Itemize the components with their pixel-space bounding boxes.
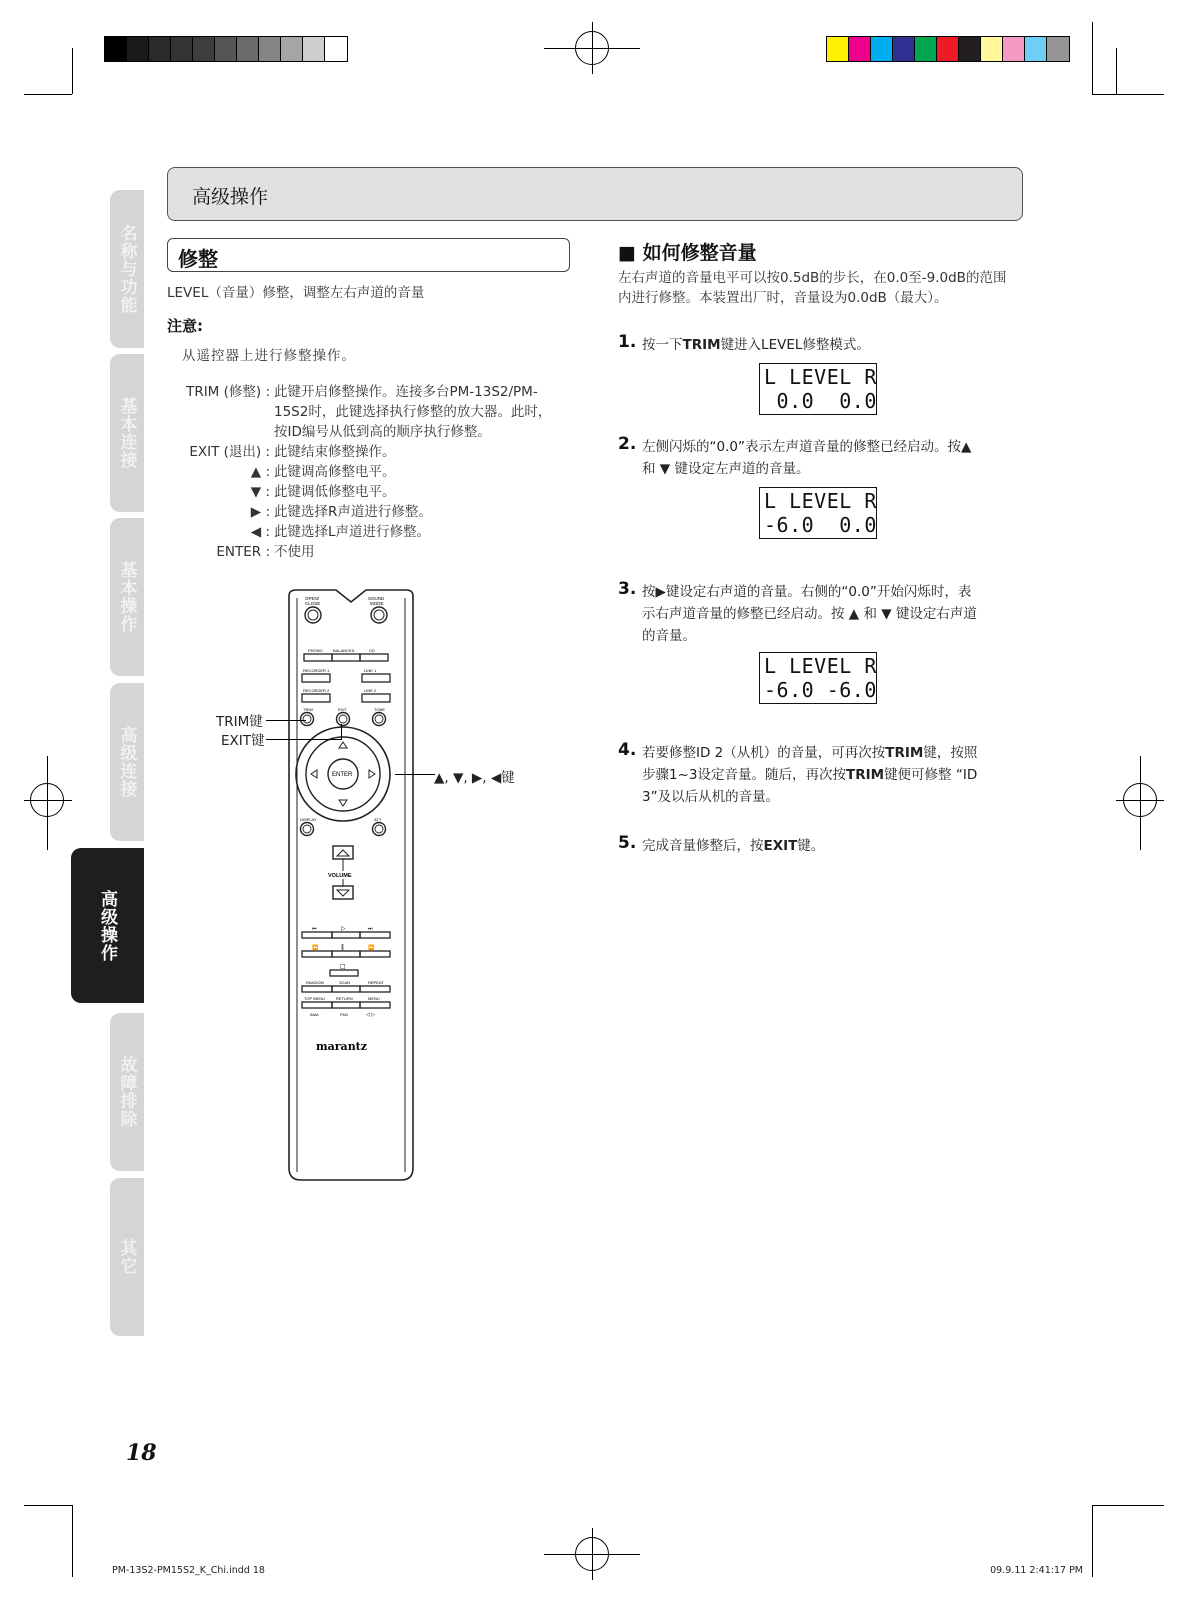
lcd-row-label: L LEVEL R [764, 489, 877, 513]
key-label: ▼ : [250, 484, 270, 500]
svg-text:CD: CD [369, 648, 375, 653]
svg-text:TRIM: TRIM [303, 707, 313, 712]
color-swatch [1047, 37, 1069, 61]
key-description: 不使用 [274, 544, 315, 560]
svg-text:⏮: ⏮ [312, 926, 317, 932]
trim-intro: LEVEL（音量）修整，调整左右声道的音量 [167, 285, 425, 301]
color-swatch [915, 37, 937, 61]
page-number: 18 [126, 1440, 157, 1466]
color-swatch [827, 37, 849, 61]
side-tab[interactable] [110, 683, 144, 841]
intro-line: 内进行修整。本装置出厂时，音量设为0.0dB（最大）。 [618, 290, 948, 306]
gray-scale-bar [104, 36, 348, 62]
lcd-display [759, 487, 877, 539]
key-label: ▶ : [250, 504, 270, 520]
color-swatch [127, 37, 149, 61]
lcd-display [759, 363, 877, 415]
open-close-label: OPEN/ [305, 596, 320, 601]
key-description: 此键开启修整操作。连接多台PM-13S2/PM- [274, 384, 538, 400]
side-tab-label: 故障排除 [116, 1056, 137, 1128]
color-swatch [937, 37, 959, 61]
svg-text:◁ ▷: ◁ ▷ [366, 1012, 376, 1018]
svg-text:RECORDER 1: RECORDER 1 [303, 668, 330, 673]
side-tab-label: 高级连接 [116, 726, 137, 798]
step-text: 左侧闪烁的“0.0”表示左声道音量的修整已经启动。按▲ [642, 439, 972, 455]
footer-file: PM-13S2-PM15S2_K_Chi.indd 18 [112, 1565, 265, 1576]
svg-text:ATT: ATT [374, 817, 382, 822]
side-tab-label: 名称与功能 [116, 224, 137, 314]
key-label: ENTER : [216, 544, 270, 560]
exit-callout: EXIT键 [221, 733, 265, 749]
svg-text:EXIT: EXIT [338, 707, 347, 712]
color-swatch [105, 37, 127, 61]
how-to-heading: ■ 如何修整音量 [618, 242, 757, 264]
enter-label: ENTER [332, 772, 353, 778]
key-label: ◀ : [250, 524, 270, 540]
step-text: 和 ▼ 键设定左声道的音量。 [642, 461, 810, 477]
key-description: 此键结束修整操作。 [274, 444, 396, 460]
side-tab[interactable] [110, 190, 144, 348]
lcd-row-label: L LEVEL R [764, 654, 877, 678]
side-tab[interactable] [110, 354, 144, 512]
svg-text:TOP MENU: TOP MENU [304, 996, 325, 1001]
svg-text:SCAN: SCAN [339, 980, 351, 985]
lcd-display [759, 652, 877, 704]
note-heading: 注意: [167, 317, 203, 335]
color-swatch [325, 37, 347, 61]
key-description: 此键选择R声道进行修整。 [274, 504, 432, 520]
key-label: TRIM (修整) : [186, 384, 270, 400]
step-text: 完成音量修整后，按EXIT键。 [642, 838, 825, 854]
color-swatch [1003, 37, 1025, 61]
color-swatch [215, 37, 237, 61]
step-text: 的音量。 [642, 628, 696, 644]
step-text: 步骤1~3设定音量。随后，再次按TRIM键便可修整 “ID [642, 767, 978, 783]
lcd-row-label: L LEVEL R [764, 365, 877, 389]
key-description: 此键选择L声道进行修整。 [274, 524, 431, 540]
color-swatch [893, 37, 915, 61]
side-tab-label: 基本操作 [116, 561, 137, 633]
color-swatch [959, 37, 981, 61]
section-title-box [167, 238, 570, 272]
side-tab[interactable] [110, 1013, 144, 1171]
svg-text:TONE: TONE [374, 707, 386, 712]
svg-text:FM/I: FM/I [340, 1012, 348, 1017]
side-tab-label: 基本连接 [116, 397, 137, 469]
trim-callout: TRIM键 [216, 714, 263, 730]
svg-text:BALANCED: BALANCED [333, 648, 355, 653]
sound-mode-label: SOUND [368, 596, 385, 601]
svg-text:⏭: ⏭ [368, 926, 373, 932]
page-title: 高级操作 [192, 186, 269, 208]
side-tab[interactable] [71, 848, 144, 1003]
side-tab[interactable] [110, 1178, 144, 1336]
lcd-row-value: 0.0 0.0 [764, 389, 877, 413]
svg-text:RECORDER 2: RECORDER 2 [303, 688, 330, 693]
svg-text:RANDOM: RANDOM [306, 980, 324, 985]
svg-text:‖: ‖ [341, 944, 344, 951]
brand-logo: marantz [316, 1040, 368, 1053]
color-swatch [981, 37, 1003, 61]
svg-text:DISPLAY: DISPLAY [300, 817, 317, 822]
color-swatch [1025, 37, 1047, 61]
remote-control-illustration [286, 588, 416, 1182]
svg-text:RETURN: RETURN [336, 996, 353, 1001]
svg-text:LINE 1: LINE 1 [364, 668, 377, 673]
lcd-row-value: -6.0 0.0 [764, 513, 877, 537]
color-swatch [149, 37, 171, 61]
color-swatch [281, 37, 303, 61]
footer-timestamp: 09.9.11 2:41:17 PM [990, 1565, 1083, 1576]
step-text: 若要修整ID 2（从机）的音量，可再次按TRIM键，按照 [642, 745, 978, 761]
intro-line: 左右声道的音量电平可以按0.5dB的步长，在0.0至-9.0dB的范围 [618, 270, 1007, 286]
key-label: EXIT (退出) : [189, 444, 270, 460]
svg-text:LINE 2: LINE 2 [364, 688, 377, 693]
svg-text:CLOSE: CLOSE [305, 601, 321, 606]
key-description: 此键调低修整电平。 [274, 484, 396, 500]
color-scale-bar [826, 36, 1070, 62]
svg-text:MENU: MENU [368, 996, 380, 1001]
key-description: 按ID编号从低到高的顺序执行修整。 [274, 424, 491, 440]
color-swatch [849, 37, 871, 61]
step-number: 4. [618, 740, 637, 760]
step-number: 2. [618, 434, 637, 454]
color-swatch [237, 37, 259, 61]
arrows-callout: ▲, ▼, ▶, ◀键 [434, 770, 515, 786]
side-tab-label: 高级操作 [97, 889, 117, 962]
remote-svg [286, 588, 416, 1182]
svg-text:⏩: ⏩ [368, 945, 375, 951]
side-tab[interactable] [110, 518, 144, 676]
step-text: 示右声道音量的修整已经启动。按 ▲ 和 ▼ 键设定右声道 [642, 606, 977, 622]
color-swatch [303, 37, 325, 61]
step-text: 3”及以后从机的音量。 [642, 789, 780, 805]
svg-text:PHONO: PHONO [308, 648, 323, 653]
key-description: 15S2时，此键选择执行修整的放大器。此时， [274, 404, 552, 420]
step-text: 按▶键设定右声道的音量。右侧的“0.0”开始闪烁时，表 [642, 584, 972, 600]
volume-label: VOLUME [328, 873, 352, 879]
step-number: 3. [618, 579, 637, 599]
svg-text:□: □ [340, 963, 346, 970]
color-swatch [171, 37, 193, 61]
step-number: 1. [618, 332, 637, 352]
step-text: 按一下TRIM键进入LEVEL修整模式。 [642, 337, 870, 353]
color-swatch [193, 37, 215, 61]
step-number: 5. [618, 833, 637, 853]
color-swatch [259, 37, 281, 61]
note-text: 从遥控器上进行修整操作。 [182, 348, 356, 364]
color-swatch [871, 37, 893, 61]
key-label: ▲ : [250, 464, 270, 480]
svg-text:REPEAT: REPEAT [368, 980, 384, 985]
svg-text:AMA: AMA [310, 1012, 319, 1017]
lcd-row-value: -6.0 -6.0 [764, 678, 877, 702]
side-tab-label: 其它 [116, 1239, 137, 1275]
section-title: 修整 [178, 247, 218, 271]
key-description: 此键调高修整电平。 [274, 464, 396, 480]
header-banner [167, 167, 1023, 221]
svg-text:MODE: MODE [370, 601, 384, 606]
svg-text:▷: ▷ [341, 925, 346, 932]
svg-text:⏪: ⏪ [312, 945, 319, 951]
